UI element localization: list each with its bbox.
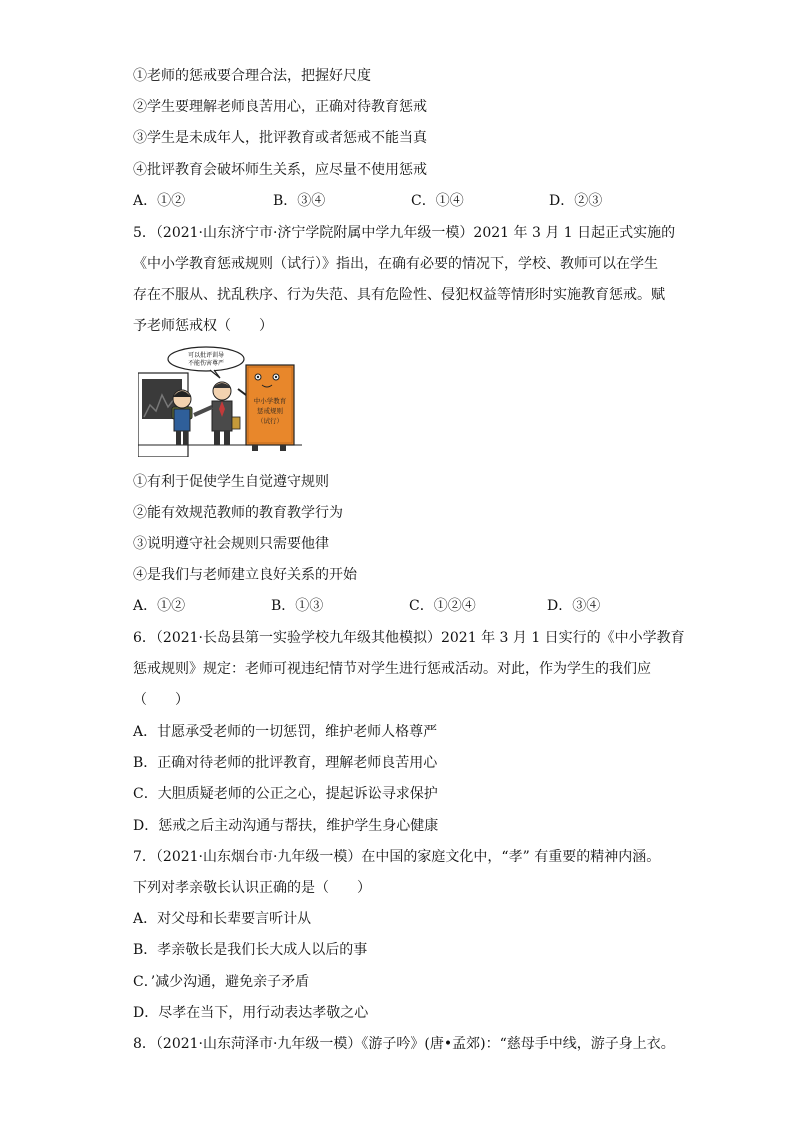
rulebook-character <box>238 365 294 451</box>
q5-statement-1: ①有利于促使学生自觉遵守规则 <box>133 474 329 490</box>
q6-option-a: A．甘愿承受老师的一切惩罚，维护老师人格尊严 <box>133 724 438 740</box>
bubble-line-1: 可以批评训导 <box>187 352 225 359</box>
q5-stem-line-3: 存在不服从、扰乱秩序、行为失范、具有危险性、侵犯权益等情形时实施教育惩戒。赋 <box>133 287 665 303</box>
book-title-line-3: （试行） <box>257 417 283 425</box>
q4-option-a: A．①② <box>133 193 186 209</box>
q7-option-c: C．’减少沟通，避免亲子矛盾 <box>133 974 310 990</box>
q6-stem-line-3: （ ） <box>133 692 189 708</box>
q4-option-d: D．②③ <box>549 193 603 209</box>
cartoon-illustration <box>138 345 302 457</box>
q5-statement-2: ②能有效规范教师的教育教学行为 <box>133 505 343 521</box>
q4-option-b: B．③④ <box>273 193 326 209</box>
bubble-line-2: 不能伤害尊严 <box>187 360 225 367</box>
book-title-line-2: 惩戒规则 <box>257 407 283 415</box>
q6-option-b: B．正确对待老师的批评教育，理解老师良苦用心 <box>133 755 438 771</box>
q7-option-b: B．孝亲敬长是我们长大成人以后的事 <box>133 942 368 958</box>
q4-option-c: C．①④ <box>411 193 464 209</box>
q4-statement-4: ④批评教育会破坏师生关系，应尽量不使用惩戒 <box>133 162 427 178</box>
teacher-figure <box>194 382 240 445</box>
q5-stem-line-4: 予老师惩戒权（ ） <box>133 318 273 334</box>
q5-option-a: A．①② <box>133 598 186 614</box>
q7-option-a: A．对父母和长辈要言听计从 <box>133 911 312 927</box>
q6-stem-line-2: 惩戒规则》规定：老师可视违纪情节对学生进行惩戒活动。对此，作为学生的我们应 <box>133 661 651 677</box>
q5-statement-4: ④是我们与老师建立良好关系的开始 <box>133 567 357 583</box>
q6-stem-line-1: 6．（2021·长岛县第一实验学校九年级其他模拟）2021 年 3 月 1 日实行的《中小学教育 <box>133 630 685 646</box>
q5-stem-line-1: 5．（2021·山东济宁市·济宁学院附属中学九年级一模）2021 年 3 月 1 日起正式实施的 <box>133 225 676 241</box>
book-title-line-1: 中小学教育 <box>253 397 287 405</box>
q4-statement-2: ②学生要理解老师良苦用心，正确对待教育惩戒 <box>133 99 427 115</box>
q5-statement-3: ③说明遵守社会规则只需要他律 <box>133 536 329 552</box>
q6-option-c: C．大胆质疑老师的公正之心，提起诉讼寻求保护 <box>133 786 438 802</box>
q7-option-d: D．尽孝在当下，用行动表达孝敬之心 <box>133 1005 369 1021</box>
q7-stem-line-1: 7．（2021·山东烟台市·九年级一模）在中国的家庭文化中，“孝” 有重要的精神内涵。 <box>133 849 661 865</box>
q5-option-d: D．③④ <box>547 598 601 614</box>
q5-stem-line-2: 《中小学教育惩戒规则（试行）》指出，在确有必要的情况下，学校、教师可以在学生 <box>133 256 658 272</box>
q4-statement-3: ③学生是未成年人，批评教育或者惩戒不能当真 <box>133 130 427 146</box>
q8-stem-line-1: 8．（2021·山东菏泽市·九年级一模）《游子吟》(唐•孟郊)：“慈母手中线，游子身上衣。 <box>133 1036 675 1052</box>
q6-option-d: D．惩戒之后主动沟通与帮扶，维护学生身心健康 <box>133 818 439 834</box>
q4-statement-1: ①老师的惩戒要合理合法，把握好尺度 <box>133 68 371 84</box>
q5-option-b: B．①③ <box>271 598 324 614</box>
q7-stem-line-2: 下列对孝亲敬长认识正确的是（ ） <box>133 880 371 896</box>
q5-option-c: C．①②④ <box>409 598 476 614</box>
